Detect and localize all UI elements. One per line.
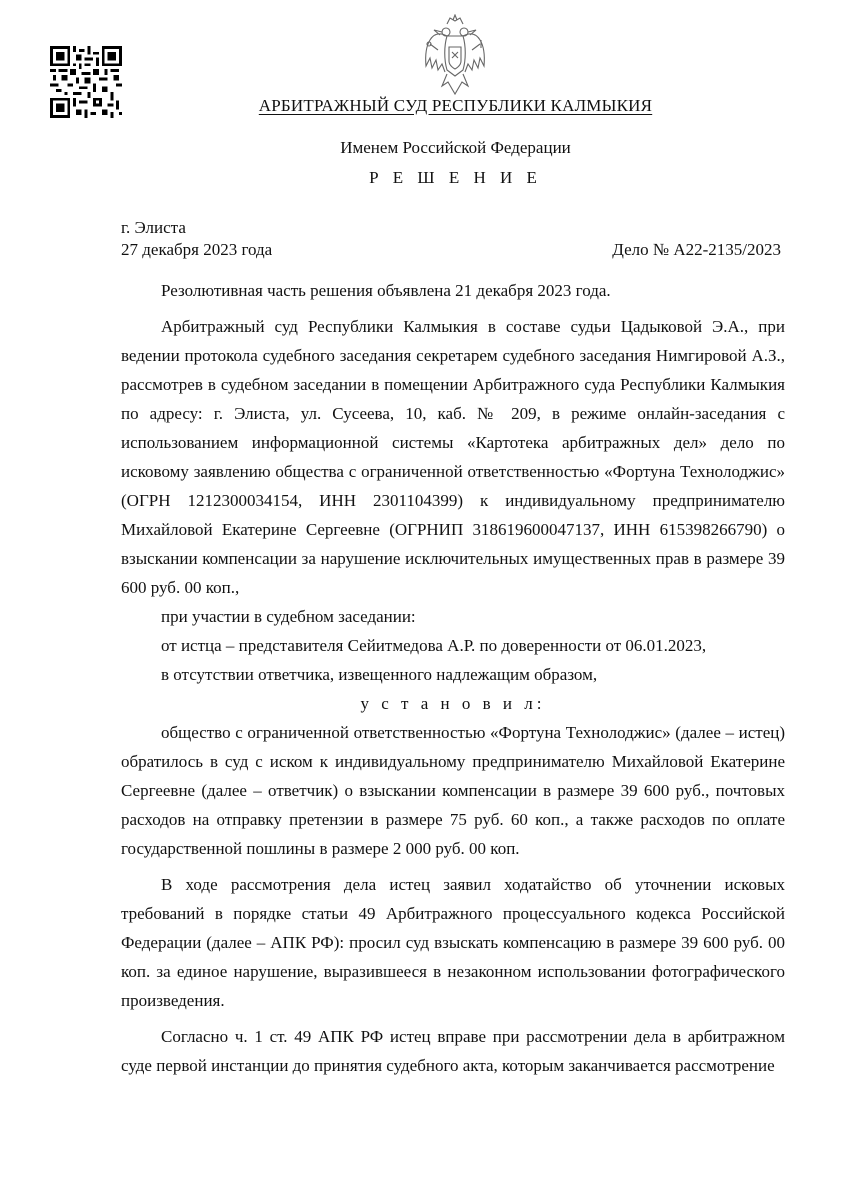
city: г. Элиста [121,218,186,237]
paragraph-court-composition: Арбитражный суд Республики Калмыкия в составе судьи Цадыковой Э.А., при ведении протокола судебного заседания секретарем судебного заседания Нимгировой А.З., рассмотрев в судебном заседании в помещении Арбитражного суда Республики Калмыкия по адресу: г. Элиста, ул. Сусеева, 10, каб. № 209, в режиме онлайн-заседания с использованием информационной системы «Картотека арбитражных дел» дело по исковому заявлению общества с ограниченной ответственностью «Фортуна Технолоджис» (ОГРН 1212300034154, ИНН 2301104399) к индивидуальному предпринимателю Михайловой Екатерине Сергеевне (ОГРНИП 318619600047137, ИНН 615398266790) о взыскании компенсации за нарушение исключительных имущественных прав в размере 39 600 руб. 00 коп., [121,317,785,597]
paragraph-established-heading: у с т а н о в и л: [360,694,546,713]
paragraph-operative-part: Резолютивная часть решения объявлена 21 декабря 2023 года. [161,281,611,300]
paragraph-plaintiff-rep: от истца – представителя Сейитмедова А.Р. по доверенности от 06.01.2023, [161,636,707,655]
paragraph-article-49: Согласно ч. 1 ст. 49 АПК РФ истец вправе при рассмотрении дела в арбитражном суде первой инстанции до принятия судебного акта, которым заканчивается рассмотрение [121,1027,785,1075]
paragraph-clarification: В ходе рассмотрения дела истец заявил ходатайство об уточнении исковых требований в порядке статьи 49 Арбитражного процессуального кодекса Российской Федерации (далее – АПК РФ): просил суд взыскать компенсацию в размере 39 600 руб. 00 коп. за единое нарушение, выразившееся в незаконном использовании фотографического произведения. [121,875,785,1010]
decision-date: 27 декабря 2023 года [121,240,273,259]
document-type-title: Р Е Ш Е Н И Е [369,168,542,187]
paragraph-claim: общество с ограниченной ответственностью «Фортуна Технолоджис» (далее – истец) обратилось в суд с иском к индивидуальному предпринимателю Михайловой Екатерине Сергеевне (далее – ответчик) о взыскании компенсации в размере 39 600 руб., почтовых расходов на отправку претензии в размере 75 руб. 60 коп., а также расходов по оплате государственной пошлины в размере 2 000 руб. 00 коп. [121,723,785,858]
document-body [121,276,785,1080]
case-number: Дело № А22-2135/2023 [612,240,781,259]
paragraph-participation: при участии в судебном заседании: [161,607,416,626]
paragraph-defendant-absent: в отсутствии ответчика, извещенного надлежащим образом, [161,665,598,684]
russian-coat-of-arms-icon [420,14,490,98]
on-behalf-line: Именем Российской Федерации [340,138,571,157]
court-name: АРБИТРАЖНЫЙ СУД РЕСПУБЛИКИ КАЛМЫКИЯ [258,96,653,115]
